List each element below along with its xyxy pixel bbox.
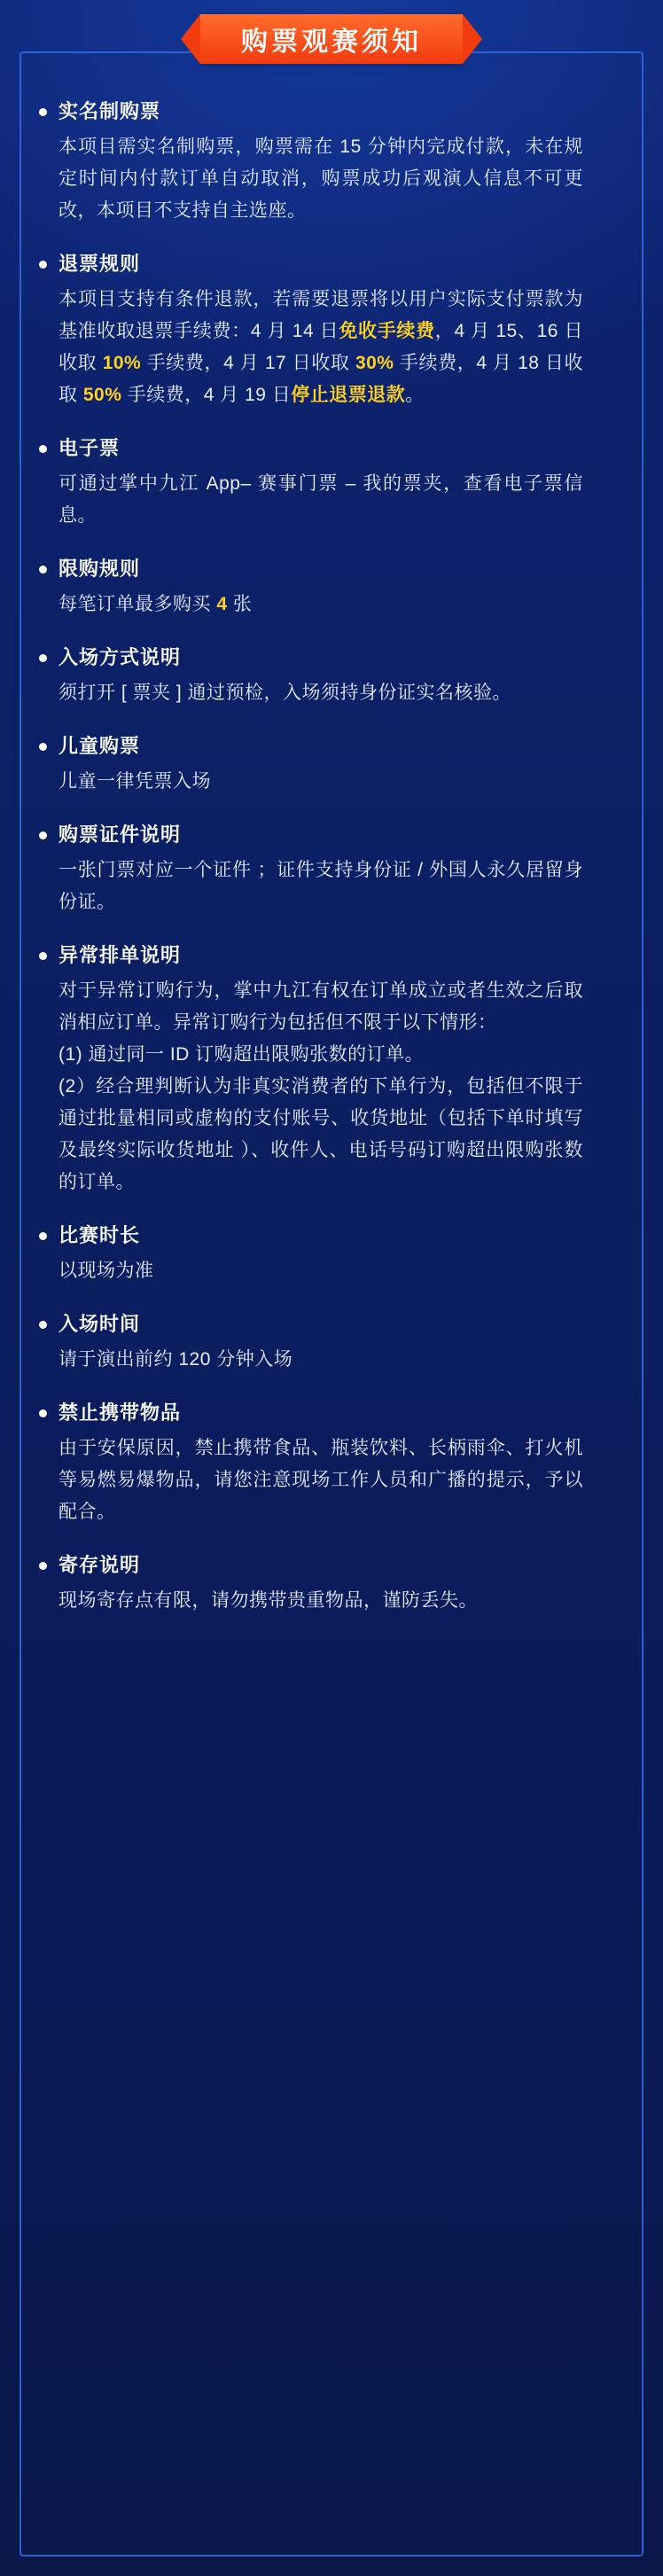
section-header — [39, 732, 583, 761]
notice-section — [39, 1551, 583, 1617]
notice-section — [39, 250, 583, 411]
notice-sections — [39, 98, 606, 1617]
bullet-icon — [39, 108, 47, 116]
section-header — [39, 1222, 583, 1250]
section-paragraph — [58, 1071, 583, 1198]
section-paragraph — [58, 1039, 583, 1071]
section-body — [39, 1344, 583, 1376]
section-header — [39, 1399, 583, 1427]
section-body — [39, 1585, 583, 1617]
section-paragraph — [58, 855, 583, 918]
section-body — [39, 468, 583, 532]
section-title: 比赛时长 — [58, 1224, 141, 1246]
body-text: 现场寄存点有限，请勿携带贵重物品，谨防丢失。 — [58, 1590, 478, 1611]
section-header — [39, 250, 583, 278]
section-title: 入场方式说明 — [58, 646, 182, 668]
section-body — [39, 975, 583, 1198]
section-paragraph — [58, 589, 583, 621]
bullet-icon — [39, 1321, 47, 1329]
notice-section — [39, 434, 583, 532]
section-body — [39, 677, 583, 709]
section-body — [39, 1432, 583, 1528]
body-text: (2）经合理判断认为非真实消费者的下单行为，包括但不限于通过批量相同或虚构的支付账号、收货地址（包括下单时填写及最终实际收货地址 ）、收件人、电话号码订购超出限购张数的订单。 — [58, 1076, 583, 1192]
notice-section — [39, 1222, 583, 1287]
highlighted-text: 4 — [216, 594, 228, 614]
body-text: 一张门票对应一个证件 ；证件支持身份证 / 外国人永久居留身份证。 — [58, 860, 583, 912]
section-title: 寄存说明 — [58, 1554, 141, 1576]
notice-section — [39, 98, 583, 227]
body-text: 须打开 [ 票夹 ] 通过预检，入场须持身份证实名核验。 — [58, 683, 512, 703]
highlighted-text: 30% — [355, 353, 394, 373]
header-banner — [0, 14, 663, 64]
body-text: 每笔订单最多购买 — [58, 594, 217, 614]
section-paragraph — [58, 1255, 583, 1287]
body-text: 。 — [405, 385, 425, 405]
notice-section — [39, 555, 583, 621]
section-body — [39, 855, 583, 918]
bullet-icon — [39, 1562, 47, 1570]
bullet-icon — [39, 952, 47, 960]
body-text: 手续费，4 月 19 日 — [121, 385, 292, 405]
body-text: 由于安保原因，禁止携带食品、瓶装饮料、长柄雨伞、打火机等易燃易爆物品，请您注意现场工作人员和广播的提示，予以配合。 — [58, 1438, 583, 1522]
section-paragraph — [58, 284, 583, 411]
section-header — [39, 644, 583, 672]
section-paragraph — [58, 677, 583, 709]
section-title: 购票证件说明 — [58, 824, 182, 846]
page-title: 购票观赛须知 — [241, 27, 422, 57]
body-text: ，4 月 15、16 日收取 — [58, 321, 583, 373]
section-header — [39, 98, 583, 126]
section-header — [39, 821, 583, 849]
section-body — [39, 1255, 583, 1287]
section-paragraph — [58, 1585, 583, 1617]
bullet-icon — [39, 831, 47, 839]
section-title: 退票规则 — [58, 253, 141, 275]
section-header — [39, 555, 583, 583]
highlighted-text: 停止退票退款 — [291, 385, 406, 405]
body-text: 可通过掌中九江 App– 赛事门票 – 我的票夹，查看电子票信息。 — [58, 473, 583, 526]
body-text: 本项目支持有条件退款，若需要退票将以用户实际支付票款为基准收取退票手续费：4 月 14 日 — [58, 289, 583, 341]
bullet-icon — [39, 261, 47, 269]
section-title: 禁止携带物品 — [58, 1401, 182, 1424]
body-text: (1) 通过同一 ID 订购超出限购张数的订单。 — [58, 1044, 425, 1065]
section-paragraph — [58, 1432, 583, 1528]
notice-section — [39, 644, 583, 709]
highlighted-text: 免收手续费 — [339, 321, 435, 341]
body-text: 手续费，4 月 17 日收取 — [141, 353, 355, 373]
section-paragraph — [58, 975, 583, 1039]
body-text: 请于演出前约 120 分钟入场 — [58, 1349, 293, 1370]
section-paragraph — [58, 766, 583, 798]
notice-section — [39, 732, 583, 798]
section-title: 儿童购票 — [58, 735, 141, 757]
body-text: 本项目需实名制购票，购票需在 15 分钟内完成付款，未在规定时间内付款订单自动取消，购票成功后观演人信息不可更改，本项目不支持自主选座。 — [58, 137, 583, 221]
section-title: 限购规则 — [58, 558, 141, 580]
notice-section — [39, 821, 583, 918]
notice-section — [39, 941, 583, 1198]
body-text: 儿童一律凭票入场 — [58, 771, 211, 792]
highlighted-text: 10% — [102, 353, 142, 373]
section-title: 异常排单说明 — [58, 944, 182, 966]
bullet-icon — [39, 1409, 47, 1417]
notice-section — [39, 1310, 583, 1376]
body-text: 张 — [227, 594, 253, 614]
section-body — [39, 284, 583, 411]
section-header — [39, 941, 583, 970]
body-text: 对于异常订购行为，掌中九江有权在订单成立或者生效之后取消相应订单。异常订购行为包括但不限于以下情形： — [58, 980, 583, 1033]
notice-section — [39, 1399, 583, 1528]
section-body — [39, 131, 583, 227]
ribbon-shape — [200, 14, 463, 64]
body-text: 以现场为准 — [58, 1261, 154, 1281]
section-paragraph — [58, 468, 583, 532]
section-body — [39, 589, 583, 621]
section-paragraph — [58, 131, 583, 227]
bullet-icon — [39, 1232, 47, 1240]
section-title: 电子票 — [58, 437, 121, 459]
section-paragraph — [58, 1344, 583, 1376]
highlighted-text: 50% — [82, 385, 122, 405]
section-header — [39, 434, 583, 463]
bullet-icon — [39, 654, 47, 662]
section-header — [39, 1551, 583, 1580]
bullet-icon — [39, 445, 47, 453]
section-title: 实名制购票 — [58, 100, 161, 122]
body-text: 手续费，4 月 18 日收取 — [58, 353, 583, 405]
section-title: 入场时间 — [58, 1313, 141, 1335]
section-body — [39, 766, 583, 798]
bullet-icon — [39, 743, 47, 751]
bullet-icon — [39, 566, 47, 574]
section-header — [39, 1310, 583, 1339]
